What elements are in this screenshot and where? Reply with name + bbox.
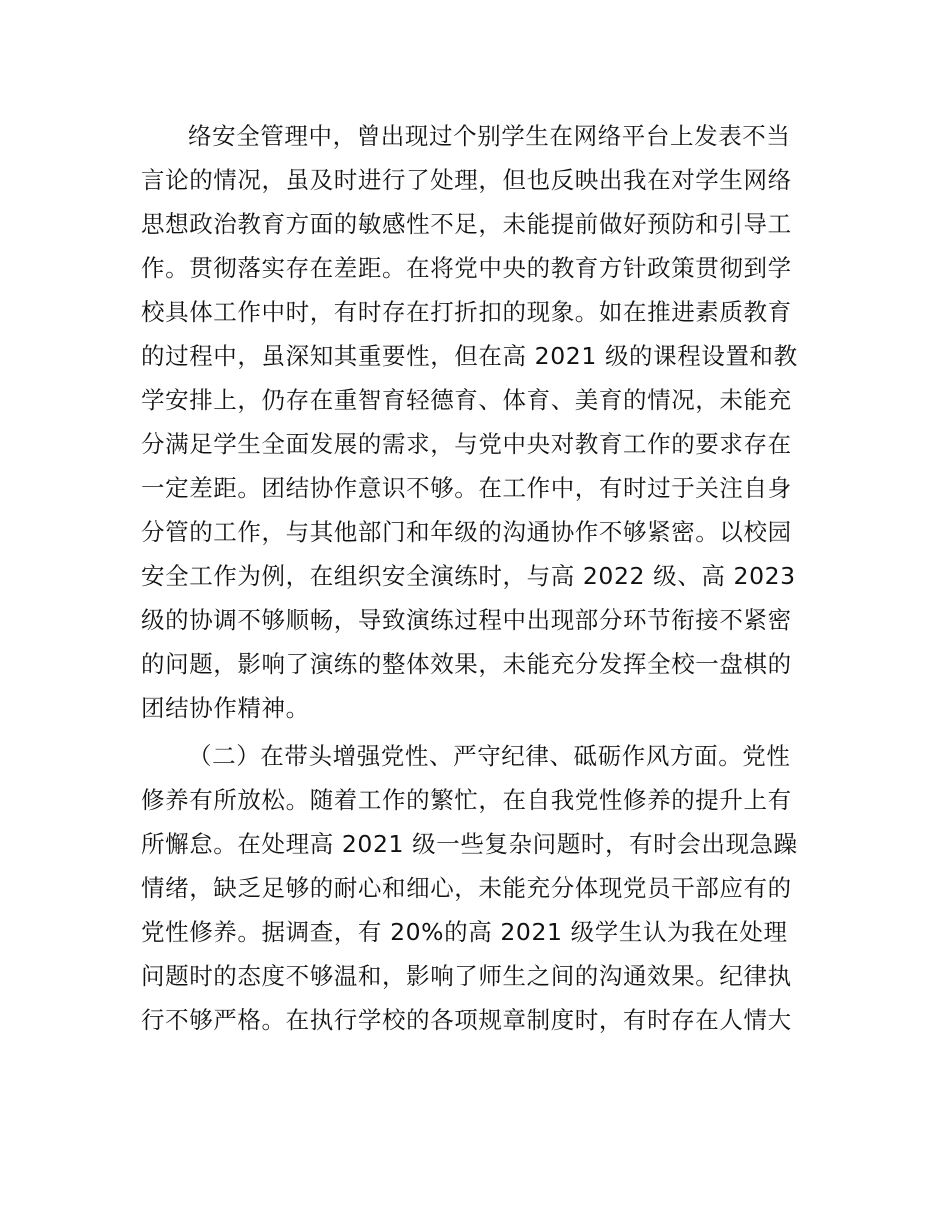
text-line: 级的协调不够顺畅，导致演练过程中出现部分环节衔接不紧密 bbox=[141, 606, 792, 634]
text-line: 安全工作为例，在组织安全演练时，与高 2022 级、高 2023 bbox=[141, 562, 796, 590]
text-line: 分管的工作，与其他部门和年级的沟通协作不够紧密。以校园 bbox=[141, 518, 792, 546]
text-line: 一定差距。团结协作意识不够。在工作中，有时过于关注自身 bbox=[141, 474, 792, 502]
text-line: 的问题，影响了演练的整体效果，未能充分发挥全校一盘棋的 bbox=[141, 650, 792, 678]
text-line: 校具体工作中时，有时存在打折扣的现象。如在推进素质教育 bbox=[141, 298, 792, 326]
text-line: 分满足学生全面发展的需求，与党中央对教育工作的要求存在 bbox=[141, 430, 792, 458]
text-line: 团结协作精神。 bbox=[141, 694, 310, 722]
text-line: 学安排上，仍存在重智育轻德育、体育、美育的情况，未能充 bbox=[141, 386, 792, 414]
text-line: 作。贯彻落实存在差距。在将党中央的教育方针政策贯彻到学 bbox=[141, 254, 792, 282]
text-line: 所懈怠。在处理高 2021 级一些复杂问题时，有时会出现急躁 bbox=[141, 830, 798, 858]
text-line: 行不够严格。在执行学校的各项规章制度时，有时存在人情大 bbox=[141, 1006, 792, 1034]
text-line: 络安全管理中，曾出现过个别学生在网络平台上发表不当 bbox=[188, 122, 791, 150]
text-line: 的过程中，虽深知其重要性，但在高 2021 级的课程设置和教 bbox=[141, 342, 798, 370]
text-line: 言论的情况，虽及时进行了处理，但也反映出我在对学生网络 bbox=[141, 166, 792, 194]
text-line: 问题时的态度不够温和，影响了师生之间的沟通效果。纪律执 bbox=[141, 962, 792, 990]
text-line: （二）在带头增强党性、严守纪律、砥砺作风方面。党性 bbox=[188, 742, 791, 770]
text-line: 党性修养。据调查，有 20%的高 2021 级学生认为我在处理 bbox=[141, 918, 788, 946]
text-line: 思想政治教育方面的敏感性不足，未能提前做好预防和引导工 bbox=[141, 210, 792, 238]
text-line: 情绪，缺乏足够的耐心和细心，未能充分体现党员干部应有的 bbox=[141, 874, 792, 902]
text-line: 修养有所放松。随着工作的繁忙，在自我党性修养的提升上有 bbox=[141, 786, 792, 814]
